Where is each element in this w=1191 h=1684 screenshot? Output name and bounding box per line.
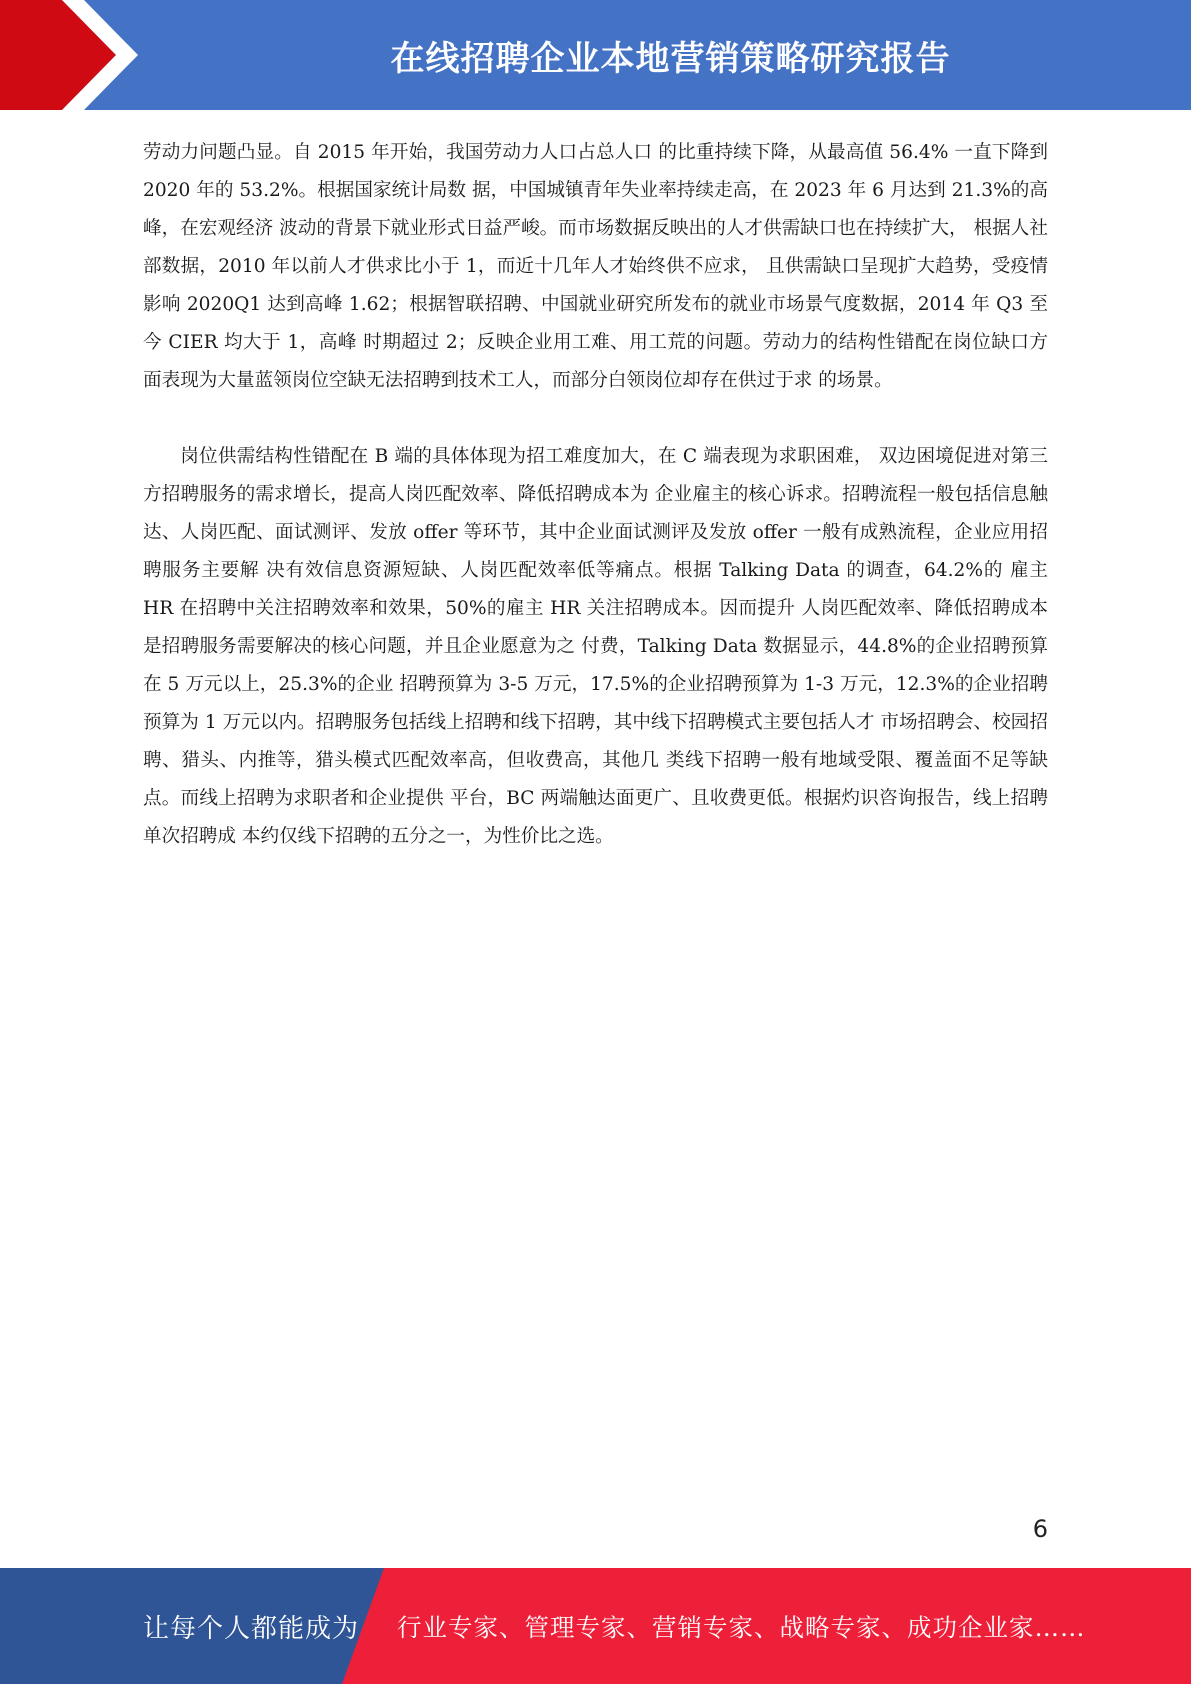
header-arrow-decoration [0, 0, 160, 110]
footer-slogan-left: 让每个人都能成为 [143, 1613, 360, 1644]
footer-slogan-right: 行业专家、管理专家、营销专家、战略专家、成功企业家…… [397, 1612, 1086, 1642]
body-text [143, 134, 1048, 856]
paragraph-1: 劳动力问题凸显。自 2015 年开始，我国劳动力人口占总人口 的比重持续下降，从最高值 56.4% 一直下降到 2020 年的 53.2%。根据国家统计局数 据，中国城镇青年失业率持续走高，在 2023 年 6 月达到 21.3%的高峰，在宏观经济 波动的背景下就业形式日益严峻。而市场数据反映出的人才供需缺口也在持续扩大， 根据人社部数据，2010 年以前人才供求比小于 1，而近十几年人才始终供不应求， 且供需缺口呈现扩大趋势，受疫情影响 2020Q1 达到高峰 1.62；根据智联招聘、中国就业研究所发布的就业市场景气度数据，2014 年 Q3 至今 CIER 均大于 1，高峰 时期超过 2；反映企业用工难、用工荒的问题。劳动力的结构性错配在岗位缺口方 面表现为大量蓝领岗位空缺无法招聘到技术工人，而部分白领岗位却存在供过于求 的场景。 [143, 142, 1048, 391]
paragraph-2: 岗位供需结构性错配在 B 端的具体体现为招工难度加大，在 C 端表现为求职困难， 双边困境促进对第三方招聘服务的需求增长，提高人岗匹配效率、降低招聘成本为 企业雇主的核心诉求。招聘流程一般包括信息触达、人岗匹配、面试测评、发放 offer 等环节，其中企业面试测评及发放 offer 一般有成熟流程，企业应用招聘服务主要解 决有效信息资源短缺、人岗匹配效率低等痛点。根据 Talking Data 的调查，64.2%的 雇主 HR 在招聘中关注招聘效率和效果，50%的雇主 HR 关注招聘成本。因而提升 人岗匹配效率、降低招聘成本是招聘服务需要解决的核心问题，并且企业愿意为之 付费，Talking Data 数据显示，44.8%的企业招聘预算在 5 万元以上，25.3%的企业 招聘预算为 3-5 万元，17.5%的企业招聘预算为 1-3 万元，12.3%的企业招聘预算为 1 万元以内。招聘服务包括线上招聘和线下招聘，其中线下招聘模式主要包括人才 市场招聘会、校园招聘、猎头、内推等，猎头模式匹配效率高，但收费高，其他几 类线下招聘一般有地域受限、覆盖面不足等缺点。而线上招聘为求职者和企业提供 平台，BC 两端触达面更广、且收费更低。根据灼识咨询报告，线上招聘单次招聘成 本约仅线下招聘的五分之一，为性价比之选。 [143, 446, 1048, 847]
page-number: 6 [1032, 1515, 1048, 1543]
page-footer [0, 1568, 1191, 1684]
report-title: 在线招聘企业本地营销策略研究报告 [390, 38, 951, 79]
page-header [0, 0, 1191, 110]
